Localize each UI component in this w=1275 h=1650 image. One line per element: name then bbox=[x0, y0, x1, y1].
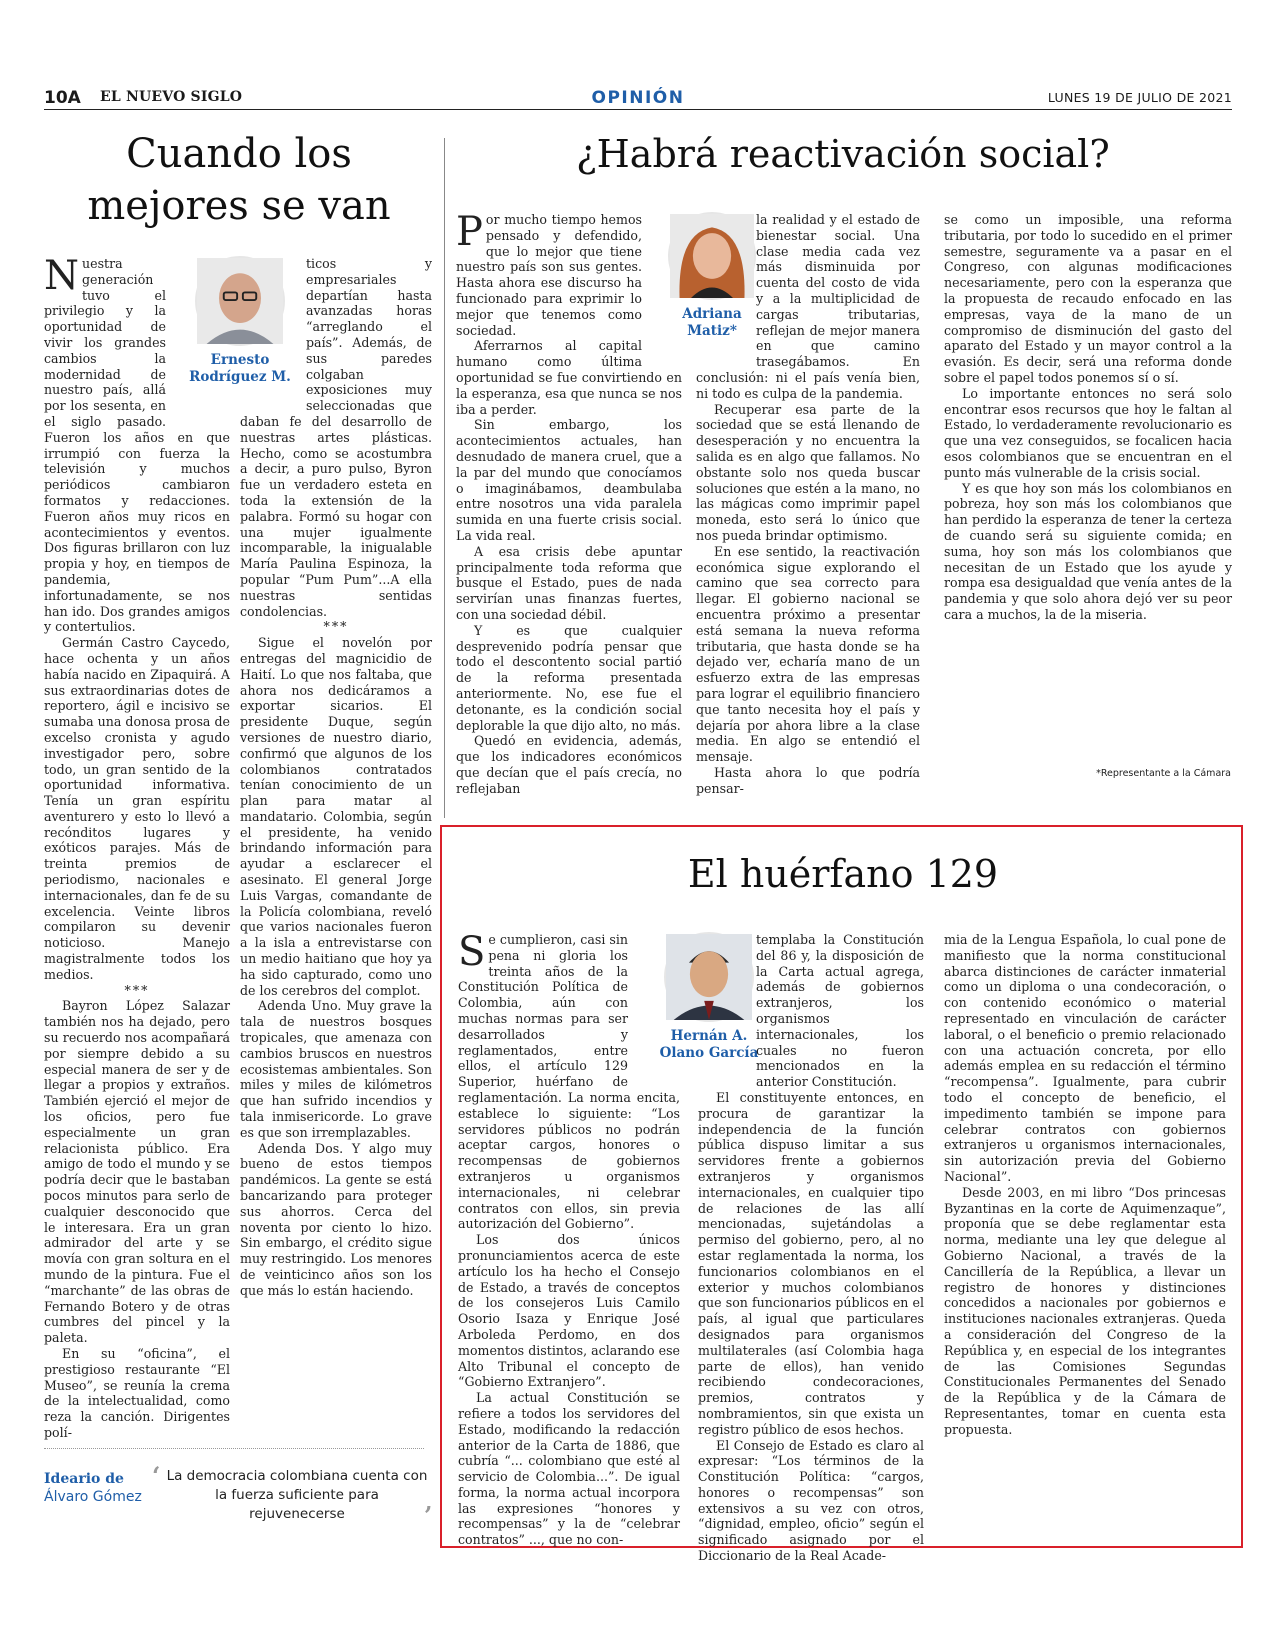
paragraph: Y es que cualquier desprevenido podría pensar que todo el descontento social partió de la reforma presentada anteriormente. No, ese fue el detonante, es la condición social deplorable la que dijo alto, no más. bbox=[456, 622, 682, 733]
paragraph: ticos y empresariales departían hasta avanzadas horas “arreglando el país”. Además, de sus paredes colgaban exposiciones muy seleccionadas que daban fe del desarrollo de nuestras artes plásticas. Hecho, como se acostumbra a decir, a puro pulso, Byron fue un verdadero esteta en toda la extensión de la palabra. Formó su hogar con una mujer igualmente incomparable, la inigualable María Paulina Espinoza, la popular “Pum Pum”...A ella nuestras sentidas condolencias. bbox=[240, 256, 432, 619]
issue-date: LUNES 19 DE JULIO DE 2021 bbox=[1047, 90, 1232, 105]
paragraph: se como un imposible, una reforma tributaria, por todo lo sucedido en el primer semestre, seguramente va a pasar en el Congreso, con algunas modificaciones necesariamente, pero con la esperanza que la propuesta de recaudo enfocado en las empresas, vaya de la mano de un compromiso de disminución del gasto del aparato del Estado y un mayor control a la evasión. Es decir, será una reforma donde sobre el papel todos ponemos sí o sí. bbox=[944, 212, 1232, 385]
paragraph: Lo importante entonces no será solo encontrar esos recursos que hoy le faltan al Estado, lo verdaderamente revolucionario es que una vez conseguidos, se focalicen hacia esos colombianos que se encuentran en el punto más vulnerable de la crisis social. bbox=[944, 385, 1232, 480]
paragraph: Sigue el novelón por entregas del magnicidio de Haití. Lo que nos faltaba, que ahora nos dedicáramos a exportar sicarios. El presidente Duque, según versiones de nuestro diario, confirmó que algunos de los colombianos contratados tenían conocimiento de un plan para matar al mandatario. Colombia, según el presidente, ha venido brindando información para ayudar a esclarecer el asesinato. El general Jorge Luis Vargas, comandante de la Policía colombiana, reveló que varios nacionales fueron a la isla a entrevistarse con un medio haitiano que hoy ya ha sido capturado, como uno de los cerebros del complot. bbox=[240, 635, 432, 998]
article2-column-1 bbox=[456, 209, 682, 796]
article2-column-2 bbox=[696, 212, 920, 796]
paragraph: Desde 2003, en mi libro “Dos princesas Byzantinas en la corte de Aquimenzaque”, proponía que se debe reglamentar esta norma, mediante una ley que delegue al Gobierno Nacional, a través de la Cancillería de la República, a llevar un registro de honores y distinciones concedidos a nacionales por gobiernos e instituciones nacionales extranjeras. Queda a consideración del Congreso de la República y, en especial de los integrantes de las Comisiones Segundas Constitucionales Permanentes del Senado de la República y de la Cámara de Representantes, tomar en cuenta esta propuesta. bbox=[944, 1184, 1226, 1437]
separator: *** bbox=[124, 982, 150, 998]
ideario-title: Ideario de bbox=[44, 1471, 124, 1487]
article3-column-1 bbox=[458, 929, 680, 1548]
article1-column-1 bbox=[44, 253, 230, 1440]
author-last-name: Olano García bbox=[659, 1045, 759, 1061]
dropcap: N bbox=[44, 253, 79, 299]
paragraph: Se cumplieron, casi sin pena ni gloria los treinta años de la Constitución Política de Colombia, aún con muchas normas para ser desarrollados y reglamentados, entre ellos, el artículo 129 Superior, huérfano de reglamentación. La norma encita, establece lo siguiente: “Los servidores públicos no podrán aceptar cargos, honores o recompensas de gobiernos extranjeros u organismos internacionales, ni celebrar contratos con ellos, sin previa autorización del Gobierno”. bbox=[458, 929, 680, 1232]
author-first-name: Adriana bbox=[682, 306, 742, 322]
paragraph: Adenda Uno. Muy grave la tala de nuestros bosques tropicales, que amenaza con cambios bruscos en nuestros ecosistemas ambientales. Son miles y miles de kilómetros que han sufrido incendios y tala inmisericorde. Lo grave es que son irremplazables. bbox=[240, 998, 432, 1140]
masthead bbox=[44, 88, 1232, 110]
article1-column-2 bbox=[240, 256, 432, 1436]
paragraph: Nuestra generación tuvo el privilegio y la oportunidad de vivir los grandes cambios la modernidad de nuestro país, allá por los sesenta, en el siglo pasado. Fueron los años en que irrumpió con fuerza la televisión y muchos periódicos cambiaron formatos y redacciones. Fueron años muy ricos en acontecimientos y eventos. Dos figuras brillaron con luz propia y hoy, en tiempos de pandemia, infortunadamente, se nos han ido. Dos grandes amigos y contertulios. bbox=[44, 253, 230, 635]
paragraph: A esa crisis debe apuntar principalmente toda reforma que busque el Estado, pues de nada servirían unas finanzas fuertes, con una sociedad débil. bbox=[456, 543, 682, 622]
paragraph: Aferrarnos al capital humano como última oportunidad se fue convirtiendo en la esperanza, esa que nunca se nos iba a perder. bbox=[456, 338, 682, 417]
paragraph: Germán Castro Caycedo, hace ochenta y un años había nacido en Zipaquirá. A sus extraordinarias dotes de reportero, ágil e incisivo se sumaba una donosa prosa de excelso cronista y agudo investigador pero, sobre todo, un gran sentido de la oportunidad informativa. Tenía un gran espíritu aventurero y esto lo llevó a recónditos lugares y exóticos parajes. Más de treinta premios de periodismo, nacionales e internacionales, dan fe de su excelencia. Veinte libros compilaron su devenir noticioso. Manejo magistralmente todos los medios. bbox=[44, 635, 230, 982]
paragraph: Bayron López Salazar también nos ha dejado, pero su recuerdo nos acompañará por siempre debido a su especial manera de ser y de llegar a propios y extraños. También ejerció el mejor de los oficios, pero fue especialmente un gran relacionista público. Era amigo de todo el mundo y se podría decir que le bastaban pocos minutos para serlo de cualquier desconocido que le interesara. Era un gran admirador del arte y se movía con gran soltura en el mundo de la pintura. Fue el “marchante” de las obras de Fernando Botero y de otras cumbres del pincel y la paleta. bbox=[44, 998, 230, 1346]
paragraph: la realidad y el estado de bienestar social. Una clase media cada vez más disminuida por cuenta del costo de vida y a la multiplicidad de cargas tributarias, reflejan de mejor manera en que camino trasegábamos. En conclusión: ni el país venía bien, ni todo es culpa de la pandemia. bbox=[696, 212, 920, 401]
open-quote-icon: ‘ bbox=[152, 1461, 161, 1490]
article2-headline: ¿Habrá reactivación social? bbox=[576, 132, 1110, 176]
author-last-name: Rodríguez M. bbox=[189, 369, 291, 385]
article3-headline: El huérfano 129 bbox=[687, 852, 999, 896]
paragraph: templaba la Constitución del 86 y, la disposición de la Carta actual agrega, además de gobiernos extranjeros, los organismos internacionales, los cuales no fueron mencionados en la anterior Constitución. bbox=[756, 932, 924, 1090]
paragraph: Y es que hoy son más los colombianos en pobreza, hoy son más los colombianos que han perdido la esperanza de tener la certeza de cuando será su siguiente comida; en suma, hoy son más los colombianos que necesitan de un Estado que los ayude y rompa esa desigualdad que venía antes de la pandemia y que solo ahora dejó ver su peor cara a muchos, la de la miseria. bbox=[944, 480, 1232, 622]
article2-column-3 bbox=[944, 212, 1232, 764]
author-first-name: Hernán A. bbox=[670, 1028, 748, 1044]
article3-column-3 bbox=[944, 932, 1226, 1532]
article1-title-line1: Cuando los bbox=[126, 131, 352, 177]
dropcap: S bbox=[458, 929, 486, 975]
article1-headline bbox=[44, 128, 434, 232]
paragraph: El Consejo de Estado es claro al expresar: “Los términos de la Constitución Política: “cargos, honores o recompensas” son extensivos a su vez con otros, “dignidad, empleo, oficio” según el significado asignado por el Diccionario de la Real Acade- bbox=[698, 1437, 924, 1564]
paragraph: Adenda Dos. Y algo muy bueno de estos tiempos pandémicos. La gente se está bancarizando para proteger sus ahorros. Cerca del noventa por ciento lo hizo. Sin embargo, el crédito sigue muy restringido. Los menores de veinticinco años son los que más lo están haciendo. bbox=[240, 1140, 432, 1298]
paragraph: La actual Constitución se refiere a todos los servidores del Estado, modificando la redacción anterior de la Carta de 1886, que cubría “... colombiano que esté al servicio de Colombia...”. De igual forma, la norma actual incorpora las expresiones “honores y recompensas” y la de “celebrar contratos” ..., que no con- bbox=[458, 1390, 680, 1548]
author-first-name: Ernesto bbox=[210, 352, 270, 368]
article1-title-line2: mejores se van bbox=[87, 183, 391, 229]
dropcap: P bbox=[456, 209, 483, 255]
paragraph: Quedó en evidencia, además, que los indicadores económicos que decían que el país crecía, no reflejaban bbox=[456, 733, 682, 796]
paragraph: Los dos únicos pronunciamientos acerca de este artículo los ha hecho el Consejo de Estado, a través de conceptos de los consejeros Luis Camilo Osorio Isaza y Enrique José Arboleda Perdomo, en dos momentos distintos, aclarando ese Alto Tribunal el concepto de “Gobierno Extranjero”. bbox=[458, 1232, 680, 1390]
column-divider bbox=[444, 138, 445, 818]
author-footnote: *Representante a la Cámara bbox=[1096, 768, 1231, 779]
ideario-quote: La democracia colombiana cuenta con la fuerza suficiente para rejuvenecerse bbox=[166, 1468, 428, 1522]
page-number: 10A bbox=[44, 88, 81, 108]
section-title: OPINIÓN bbox=[591, 88, 685, 108]
article3-column-2 bbox=[698, 932, 924, 1564]
paragraph: Sin embargo, los acontecimientos actuales, han desnudado de manera cruel, que a la par del mundo que conocíamos o imaginábamos, deambulaba entre nosotros una vida paralela sumida en una fuerte crisis social. La vida real. bbox=[456, 417, 682, 543]
ideario-box bbox=[44, 1448, 433, 1538]
paragraph: Hasta ahora lo que podría pensar- bbox=[696, 764, 920, 796]
paragraph: En su “oficina”, el prestigioso restaurante “El Museo”, se reunía la crema de la intelectualidad, como reza la canción. Dirigentes polí- bbox=[44, 1345, 230, 1440]
ideario-name: Álvaro Gómez bbox=[44, 1489, 142, 1505]
paragraph: Por mucho tiempo hemos pensado y defendido, que lo mejor que tiene nuestro país son sus gentes. Hasta ahora ese discurso ha funcionado para exprimir lo mejor que tenemos como sociedad. bbox=[456, 209, 642, 338]
close-quote-icon: ’ bbox=[424, 1501, 433, 1530]
separator: *** bbox=[323, 619, 349, 635]
paragraph: El constituyente entonces, en procura de garantizar la independencia de la función pública dispuso limitar a sus servidores frente a gobiernos extranjeros y organismos internacionales, en cualquier tipo de relaciones de las allí mencionadas, sujetándolas a permiso del gobierno, pero, al no estar reglamentada la norma, los funcionarios colombianos en el exterior y muchos colombianos que son funcionarios públicos en el país, al igual que particulares designados para organismos multilaterales (así Colombia haga parte de ellos), han venido recibiendo condecoraciones, premios, contratos y nombramientos, sin que exista un registro público de esos hechos. bbox=[698, 1089, 924, 1437]
paragraph: Recuperar esa parte de la sociedad que se está llenando de desesperación y no encuentra la salida es en algo que fallamos. No obstante solo nos queda buscar soluciones que estén a la mano, no las mágicas como imprimir papel moneda, esto será lo único que nos pueda brindar optimismo. bbox=[696, 401, 920, 543]
newspaper-name: EL NUEVO SIGLO bbox=[100, 89, 243, 105]
author-last-name: Matiz* bbox=[687, 323, 737, 339]
paragraph: mia de la Lengua Española, lo cual pone de manifiesto que la norma constitucional abarca distinciones de carácter inmaterial como un diploma o una condecoración, o con contenido económico o material representado en vinculación de carácter laboral, o el beneficio o premio relacionado con una actuación concreta, por ello además emplea en su redacción el término “recompensa”. Igualmente, para cubrir todo el concepto de beneficio, el impedimento también se impone para celebrar contratos con gobiernos extranjeros u organismos internacionales, sin autorización previa del Gobierno Nacional”. bbox=[944, 932, 1226, 1184]
paragraph: En ese sentido, la reactivación económica sigue explorando el camino que sea correcto para llegar. El gobierno nacional se encuentra próximo a presentar está semana la nueva reforma tributaria, que hasta donde se ha dejado ver, echaría mano de un esfuerzo extra de las empresas para lograr el equilibrio financiero que tanto necesita hoy el país y dejaría por ahora libre a la clase media. En algo se entendió el mensaje. bbox=[696, 543, 920, 765]
